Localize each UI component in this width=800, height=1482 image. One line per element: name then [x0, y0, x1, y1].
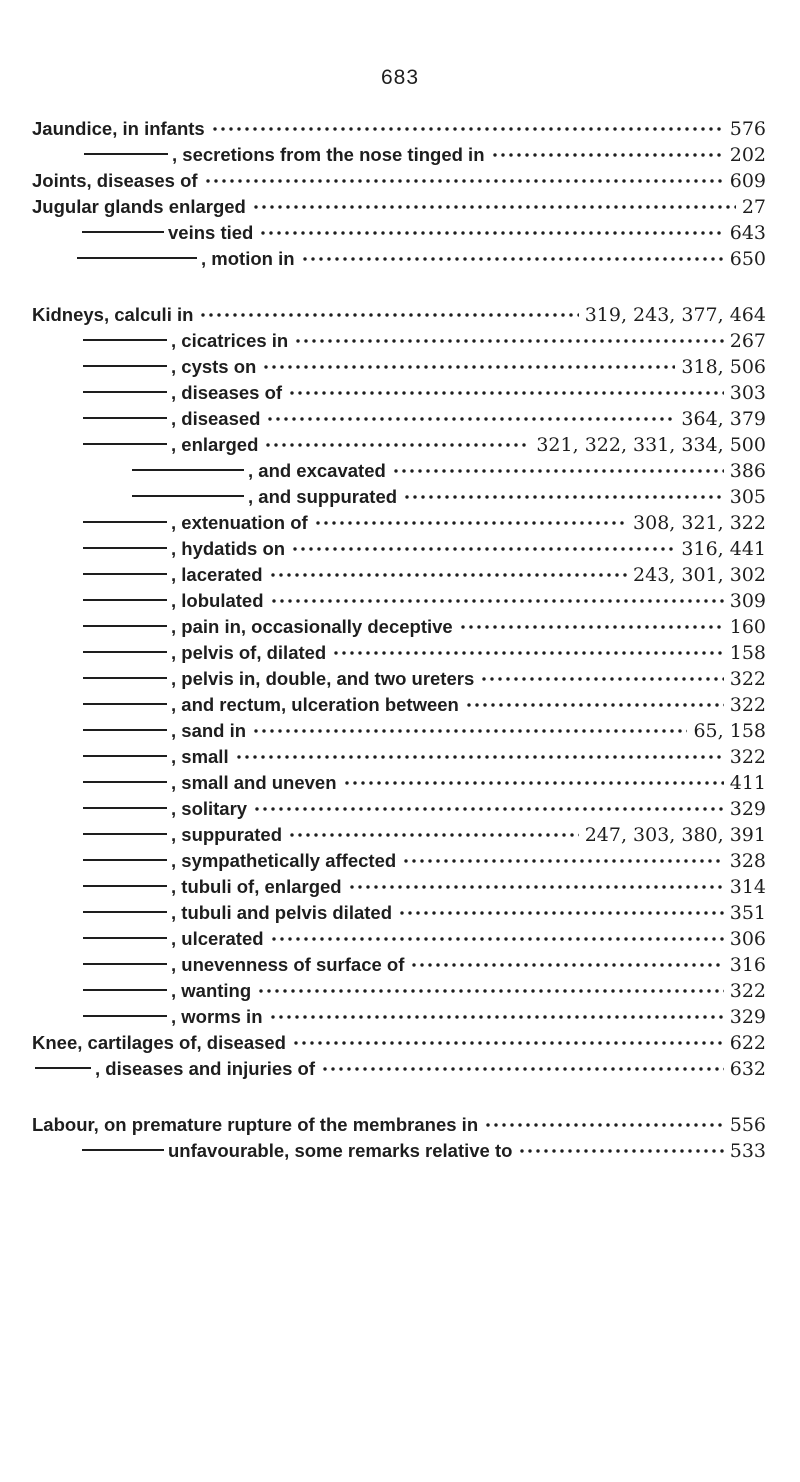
entry-heading: Knee, [32, 1032, 88, 1053]
ditto-dash [83, 729, 167, 731]
dot-leader [518, 1148, 723, 1154]
ditto-dash [83, 963, 167, 965]
entry-pages: 65, 158 [693, 720, 766, 742]
ditto-dash [82, 231, 164, 233]
ditto-dash [35, 1067, 91, 1069]
entry-pages: 322 [729, 980, 766, 1002]
entry-text: unfavourable, some remarks relative to [168, 1140, 513, 1161]
index-entry [32, 408, 766, 434]
index-list [32, 118, 766, 1196]
index-group [32, 1114, 766, 1166]
entry-text: , diseases of [171, 382, 283, 403]
index-entry [32, 382, 766, 408]
entry-pages: 650 [729, 248, 766, 270]
ditto-dash [83, 807, 167, 809]
entry-text: , tubuli and pelvis dilated [171, 902, 392, 923]
entry-text: , solitary [171, 798, 248, 819]
entry-pages: 160 [729, 616, 766, 638]
entry-pages: 386 [729, 460, 766, 482]
ditto-dash [83, 781, 167, 783]
entry-pages: 308, 321, 322 [633, 512, 766, 534]
entry-heading: Jaundice, [32, 118, 123, 139]
index-entry [32, 746, 766, 772]
index-group [32, 304, 766, 1084]
entry-text: , and suppurated [248, 486, 398, 507]
entry-pages: 322 [729, 694, 766, 716]
entry-pages: 305 [729, 486, 766, 508]
entry-pages: 643 [729, 222, 766, 244]
entry-text: calculi in [114, 304, 194, 325]
entry-text: , sand in [171, 720, 247, 741]
dot-leader [252, 728, 687, 734]
entry-text: , sympathetically affected [171, 850, 397, 871]
ditto-dash [83, 677, 167, 679]
dot-leader [348, 884, 724, 890]
entry-heading: Jugular [32, 196, 104, 217]
entry-text: , diseases and injuries of [95, 1058, 316, 1079]
index-entry [32, 222, 766, 248]
entry-text: , pain in, occasionally deceptive [171, 616, 453, 637]
index-entry [32, 564, 766, 590]
dot-leader [398, 910, 724, 916]
index-entry [32, 144, 766, 170]
entry-text: , small [171, 746, 229, 767]
index-entry [32, 850, 766, 876]
entry-text: , enlarged [171, 434, 259, 455]
entry-pages: 318, 506 [681, 356, 766, 378]
entry-text: veins tied [168, 222, 254, 243]
index-entry [32, 486, 766, 512]
ditto-dash [84, 153, 168, 155]
dot-leader [253, 806, 724, 812]
dot-leader [199, 312, 578, 318]
index-entry [32, 434, 766, 460]
entry-text: , wanting [171, 980, 252, 1001]
entry-pages: 314 [729, 876, 766, 898]
entry-pages: 351 [729, 902, 766, 924]
dot-leader [402, 858, 724, 864]
ditto-dash [83, 391, 167, 393]
dot-leader [259, 230, 723, 236]
entry-pages: 329 [729, 798, 766, 820]
entry-heading: Labour, [32, 1114, 104, 1135]
dot-leader [262, 364, 675, 370]
dot-leader [270, 936, 724, 942]
index-entry [32, 1006, 766, 1032]
index-entry [32, 1032, 766, 1058]
entry-pages: 202 [729, 144, 766, 166]
ditto-dash [83, 443, 167, 445]
entry-pages: 309 [729, 590, 766, 612]
index-entry [32, 876, 766, 902]
dot-leader [321, 1066, 724, 1072]
dot-leader [288, 832, 579, 838]
entry-heading: Joints, [32, 170, 97, 191]
ditto-dash [83, 859, 167, 861]
entry-text: , tubuli of, enlarged [171, 876, 342, 897]
dot-leader [270, 598, 724, 604]
entry-pages: 243, 301, 302 [633, 564, 766, 586]
entry-pages: 158 [729, 642, 766, 664]
dot-leader [403, 494, 724, 500]
dot-leader [252, 204, 736, 210]
dot-leader [292, 1040, 724, 1046]
entry-pages: 622 [729, 1032, 766, 1054]
entry-heading: Kidneys, [32, 304, 115, 325]
index-entry [32, 668, 766, 694]
entry-text: , motion in [201, 248, 295, 269]
ditto-dash [82, 1149, 164, 1151]
entry-pages: 303 [729, 382, 766, 404]
dot-leader [343, 780, 724, 786]
dot-leader [459, 624, 724, 630]
entry-pages: 533 [729, 1140, 766, 1162]
index-group [32, 118, 766, 274]
index-entry [32, 538, 766, 564]
entry-text: , hydatids on [171, 538, 286, 559]
index-entry [32, 928, 766, 954]
dot-leader [291, 546, 675, 552]
entry-pages: 328 [729, 850, 766, 872]
entry-pages: 322 [729, 746, 766, 768]
index-entry [32, 170, 766, 196]
dot-leader [266, 416, 675, 422]
ditto-dash [83, 703, 167, 705]
dot-leader [410, 962, 723, 968]
entry-text: cartilages of, diseased [87, 1032, 286, 1053]
entry-text: on premature rupture of the membranes in [103, 1114, 479, 1135]
entry-pages: 321, 322, 331, 334, 500 [536, 434, 766, 456]
entry-pages: 364, 379 [681, 408, 766, 430]
dot-leader [269, 1014, 724, 1020]
index-entry [32, 1114, 766, 1140]
index-entry [32, 304, 766, 330]
dot-leader [269, 572, 628, 578]
dot-leader [288, 390, 724, 396]
entry-pages: 267 [729, 330, 766, 352]
entry-text: , suppurated [171, 824, 283, 845]
ditto-dash [132, 495, 244, 497]
entry-text: , lobulated [171, 590, 264, 611]
index-entry [32, 512, 766, 538]
entry-pages: 306 [729, 928, 766, 950]
ditto-dash [83, 755, 167, 757]
entry-text: , and rectum, ulceration between [171, 694, 459, 715]
ditto-dash [83, 521, 167, 523]
entry-pages: 27 [741, 196, 766, 218]
dot-leader [314, 520, 627, 526]
entry-text: , cicatrices in [171, 330, 289, 351]
index-entry [32, 980, 766, 1006]
index-entry [32, 248, 766, 274]
ditto-dash [83, 885, 167, 887]
ditto-dash [83, 547, 167, 549]
ditto-dash [77, 257, 197, 259]
index-entry [32, 902, 766, 928]
index-entry [32, 954, 766, 980]
entry-pages: 316, 441 [681, 538, 766, 560]
entry-text: , unevenness of surface of [171, 954, 405, 975]
dot-leader [392, 468, 724, 474]
dot-leader [264, 442, 530, 448]
dot-leader [480, 676, 723, 682]
page-number: 683 [380, 66, 420, 89]
entry-text: , secretions from the nose tinged in [172, 144, 485, 165]
dot-leader [491, 152, 724, 158]
entry-text: , and excavated [248, 460, 386, 481]
index-entry [32, 824, 766, 850]
ditto-dash [83, 937, 167, 939]
ditto-dash [83, 1015, 167, 1017]
ditto-dash [83, 339, 167, 341]
entry-text: , cysts on [171, 356, 257, 377]
index-entry [32, 642, 766, 668]
entry-text: glands enlarged [103, 196, 246, 217]
entry-pages: 632 [729, 1058, 766, 1080]
entry-pages: 247, 303, 380, 391 [584, 824, 766, 846]
index-entry [32, 590, 766, 616]
entry-pages: 609 [729, 170, 766, 192]
entry-text: , pelvis of, dilated [171, 642, 327, 663]
ditto-dash [132, 469, 244, 471]
entry-text: diseases of [96, 170, 198, 191]
entry-pages: 576 [729, 118, 766, 140]
entry-pages: 319, 243, 377, 464 [584, 304, 766, 326]
ditto-dash [83, 911, 167, 913]
index-entry [32, 798, 766, 824]
dot-leader [301, 256, 724, 262]
entry-text: , diseased [171, 408, 261, 429]
ditto-dash [83, 599, 167, 601]
entry-pages: 329 [729, 1006, 766, 1028]
ditto-dash [83, 989, 167, 991]
dot-leader [465, 702, 724, 708]
ditto-dash [83, 833, 167, 835]
entry-text: , extenuation of [171, 512, 308, 533]
ditto-dash [83, 417, 167, 419]
entry-text: , worms in [171, 1006, 263, 1027]
entry-text: , small and uneven [171, 772, 337, 793]
entry-pages: 556 [729, 1114, 766, 1136]
ditto-dash [83, 573, 167, 575]
index-entry [32, 356, 766, 382]
entry-pages: 316 [729, 954, 766, 976]
entry-text: , lacerated [171, 564, 263, 585]
dot-leader [257, 988, 724, 994]
dot-leader [332, 650, 724, 656]
index-entry [32, 694, 766, 720]
index-entry [32, 1058, 766, 1084]
index-entry [32, 460, 766, 486]
dot-leader [235, 754, 724, 760]
entry-text: , ulcerated [171, 928, 264, 949]
index-entry [32, 196, 766, 222]
index-entry [32, 720, 766, 746]
dot-leader [204, 178, 724, 184]
entry-text: , pelvis in, double, and two ureters [171, 668, 475, 689]
index-entry [32, 616, 766, 642]
ditto-dash [83, 625, 167, 627]
index-entry [32, 118, 766, 144]
index-entry [32, 772, 766, 798]
entry-text: in infants [122, 118, 205, 139]
index-entry [32, 330, 766, 356]
entry-pages: 411 [729, 772, 766, 794]
ditto-dash [83, 651, 167, 653]
index-entry [32, 1140, 766, 1166]
dot-leader [484, 1122, 724, 1128]
ditto-dash [83, 365, 167, 367]
entry-pages: 322 [729, 668, 766, 690]
dot-leader [211, 126, 724, 132]
dot-leader [294, 338, 724, 344]
